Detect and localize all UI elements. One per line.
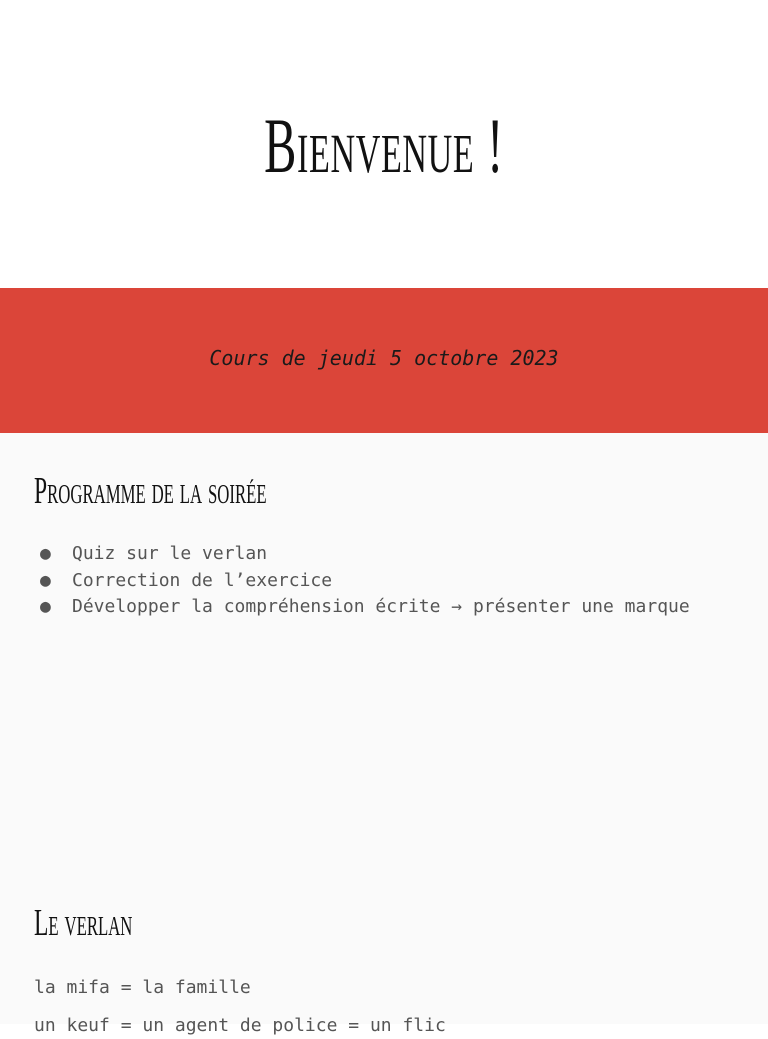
bullet-icon: ● [40, 569, 51, 591]
agenda-item-text: Correction de l’exercice [72, 569, 333, 591]
bullet-icon: ● [40, 596, 51, 617]
slide-subtitle: Cours de jeudi 5 octobre 2023 [209, 346, 559, 370]
slide-title: Bienvenue ! [264, 102, 504, 189]
agenda-heading: Programme de la soirée [34, 470, 267, 512]
verlan-line: un keuf = un agent de police = un flic [34, 1015, 446, 1036]
agenda-item [40, 568, 690, 595]
bullet-icon: ● [40, 543, 51, 564]
agenda-item [40, 541, 690, 568]
verlan-heading: Le verlan [34, 902, 133, 944]
agenda-item-text: Développer la compréhension écrite → présenter une marque [72, 596, 690, 617]
agenda-slide [0, 433, 768, 863]
verlan-slide [0, 863, 768, 1036]
verlan-line: la mifa = la famille [34, 977, 251, 998]
agenda-item-text: Quiz sur le verlan [72, 543, 268, 564]
agenda-item [40, 594, 690, 621]
subtitle-band [0, 288, 768, 433]
title-slide [0, 0, 768, 433]
agenda-list [40, 541, 690, 621]
